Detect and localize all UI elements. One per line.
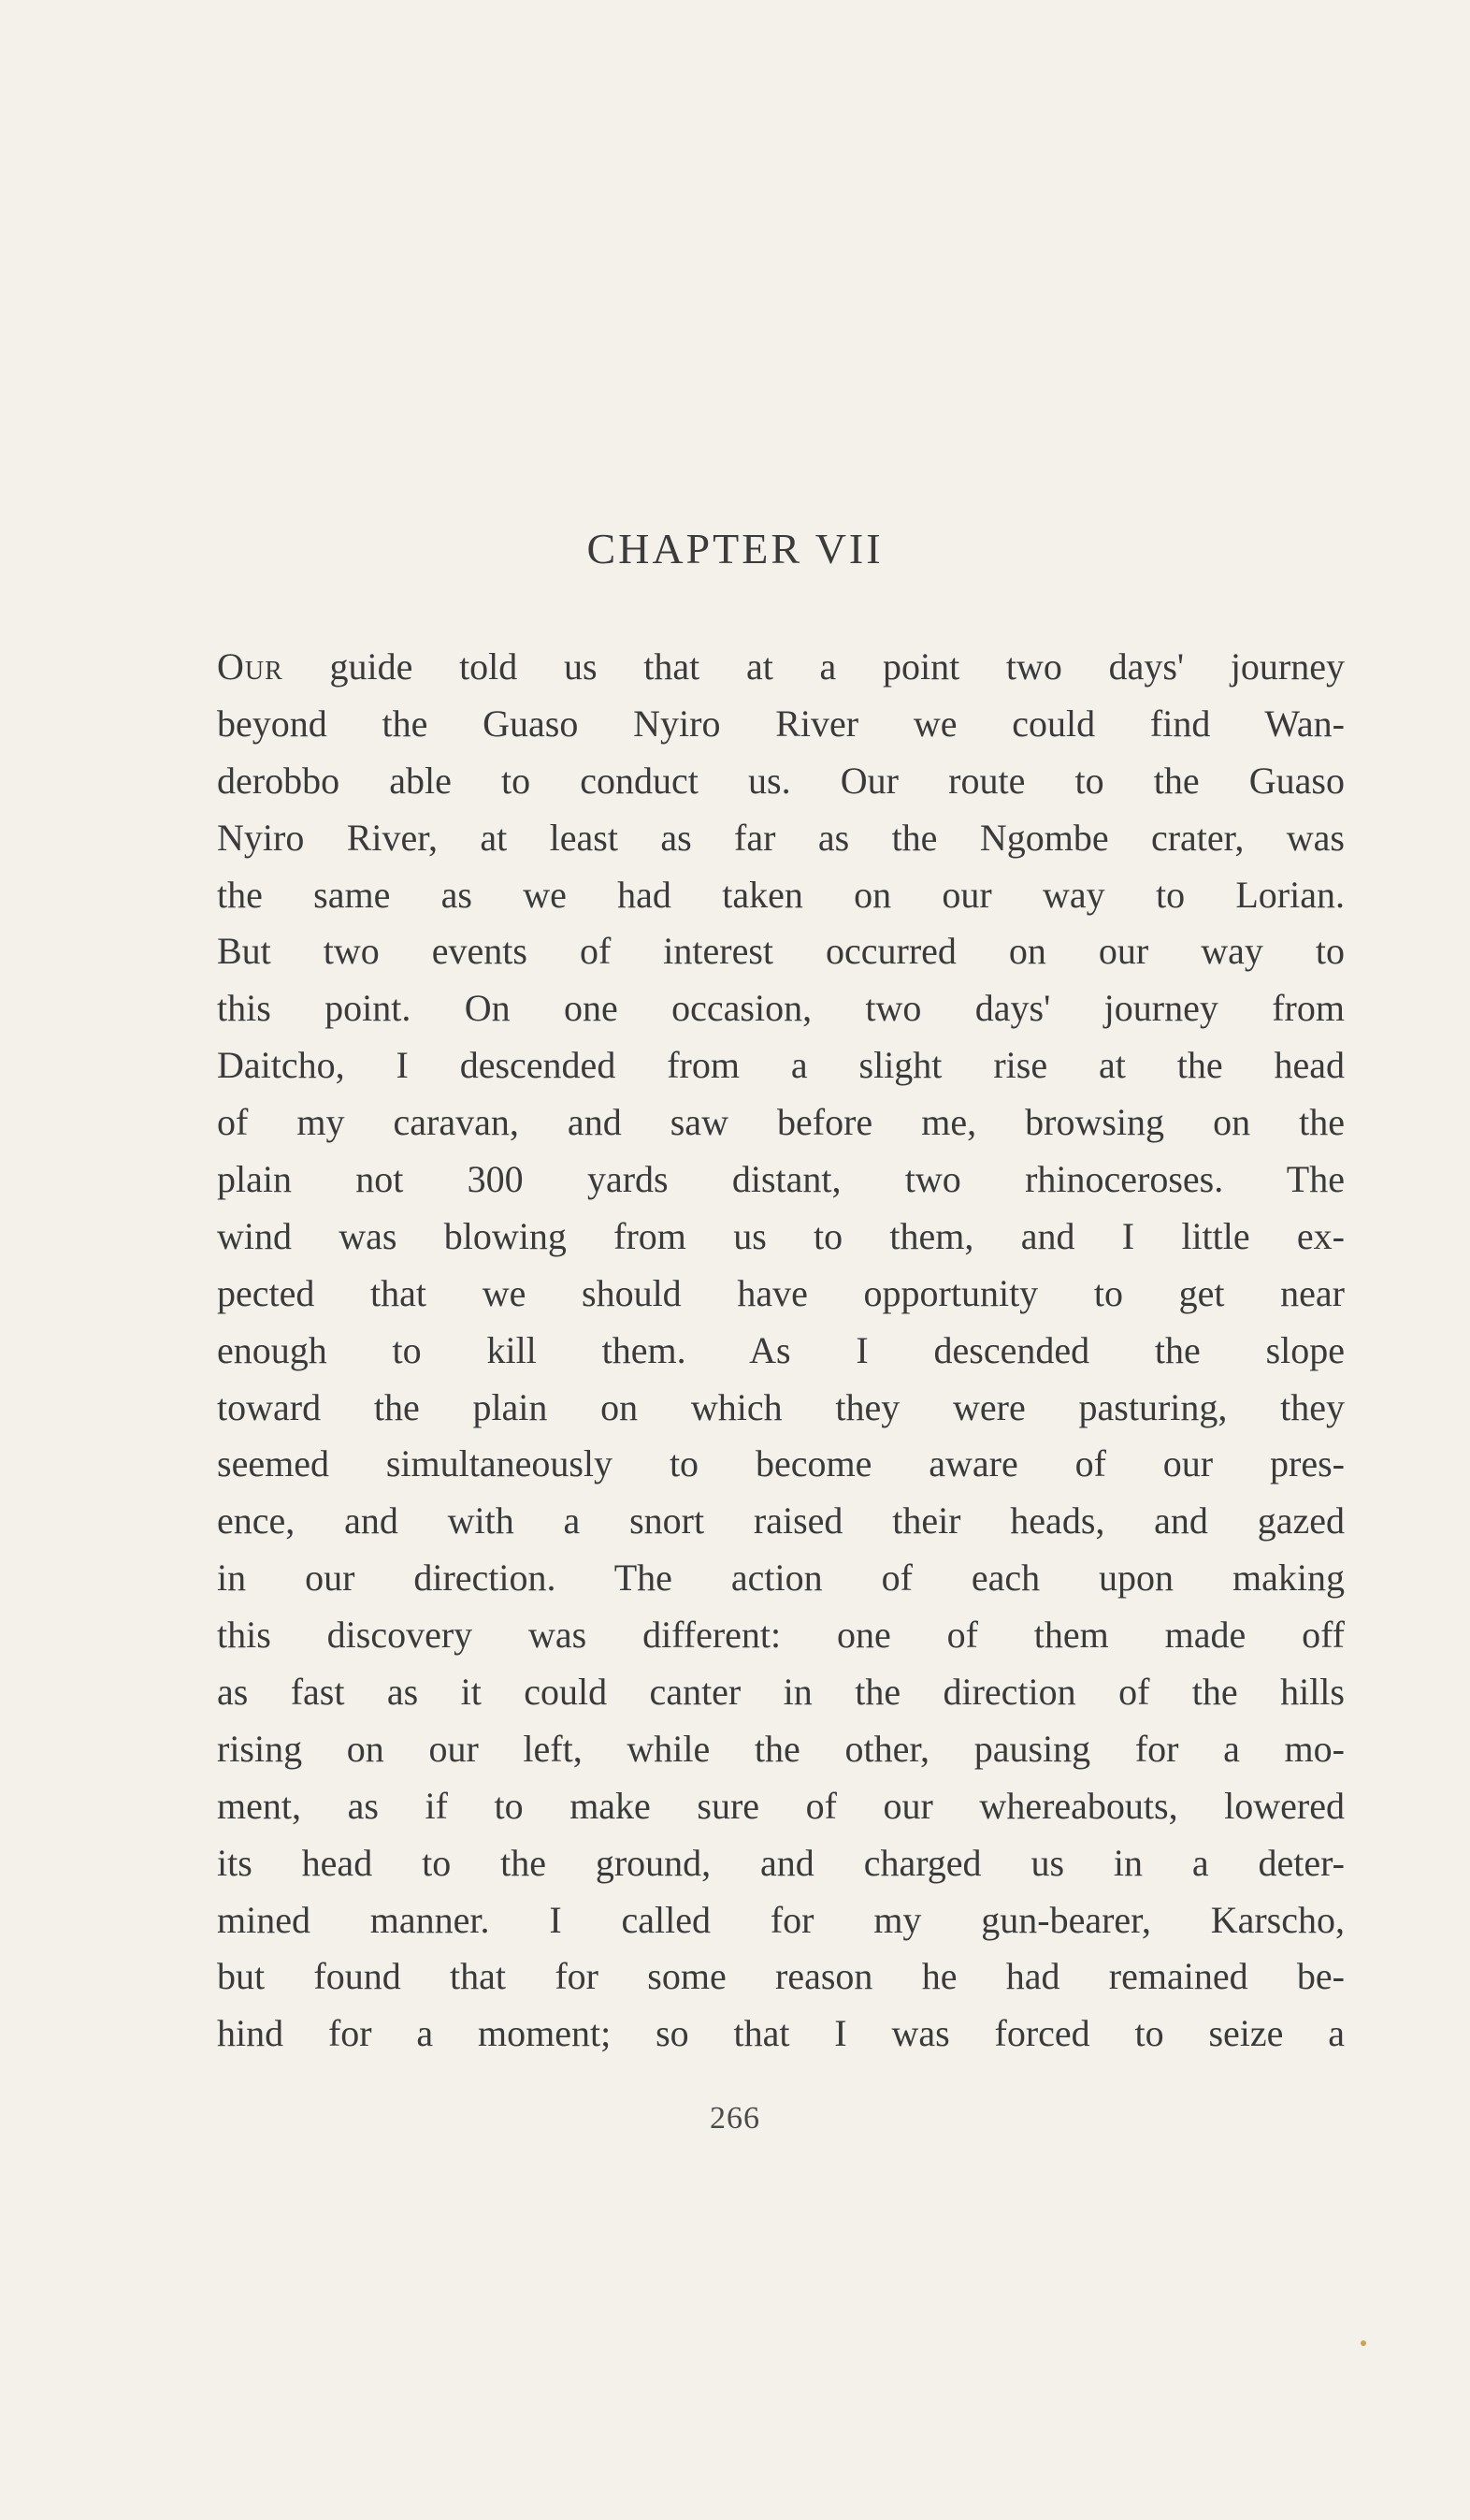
opening-word: Our <box>217 645 283 688</box>
text-line: of my caravan, and saw before me, browsing on the <box>217 1101 1345 1144</box>
page-number: 266 <box>710 2101 760 2136</box>
text-line: ence, and with a snort raised their heads, and gazed <box>217 1499 1345 1542</box>
text-line: hind for a moment; so that I was forced to seize a <box>217 2012 1345 2055</box>
text-line: But two events of interest occurred on our way to <box>217 930 1345 973</box>
text-line: this point. On one occasion, two days' journey from <box>217 987 1345 1030</box>
text-line: Daitcho, I descended from a slight rise at the head <box>217 1044 1345 1087</box>
text-line: rising on our left, while the other, pausing for a mo- <box>217 1727 1345 1770</box>
text-line: toward the plain on which they were pasturing, they <box>217 1385 1345 1428</box>
text-line: seemed simultaneously to become aware of our pres- <box>217 1442 1345 1485</box>
body-text <box>217 639 1345 2063</box>
text-line: enough to kill them. As I descended the slope <box>217 1328 1345 1371</box>
text-line: this discovery was different: one of them made off <box>217 1614 1345 1657</box>
chapter-heading: CHAPTER VII <box>586 525 884 572</box>
text-line: pected that we should have opportunity to get near <box>217 1271 1345 1314</box>
text-line: its head to the ground, and charged us in a deter- <box>217 1841 1345 1884</box>
text-line: the same as we had taken on our way to Lorian. <box>217 873 1345 916</box>
text-line: derobbo able to conduct us. Our route to the Guaso <box>217 759 1345 802</box>
text-line: but found that for some reason he had remained be- <box>217 1955 1345 1998</box>
text-line: in our direction. The action of each upon making <box>217 1557 1345 1600</box>
paper-speck <box>1361 2340 1366 2346</box>
text-line: plain not 300 yards distant, two rhinoceroses. The <box>217 1158 1345 1201</box>
text-line: Nyiro River, at least as far as the Ngombe crater, was <box>217 816 1345 859</box>
text-line: Our guide told us that at a point two days' journey <box>217 645 1345 688</box>
text-line: ment, as if to make sure of our whereabouts, lowered <box>217 1784 1345 1827</box>
text-line: wind was blowing from us to them, and I little ex- <box>217 1214 1345 1257</box>
text-line: mined manner. I called for my gun-bearer, Karscho, <box>217 1898 1345 1941</box>
text-line: as fast as it could canter in the direction of the hills <box>217 1671 1345 1714</box>
text-line: beyond the Guaso Nyiro River we could find Wan- <box>217 702 1345 745</box>
